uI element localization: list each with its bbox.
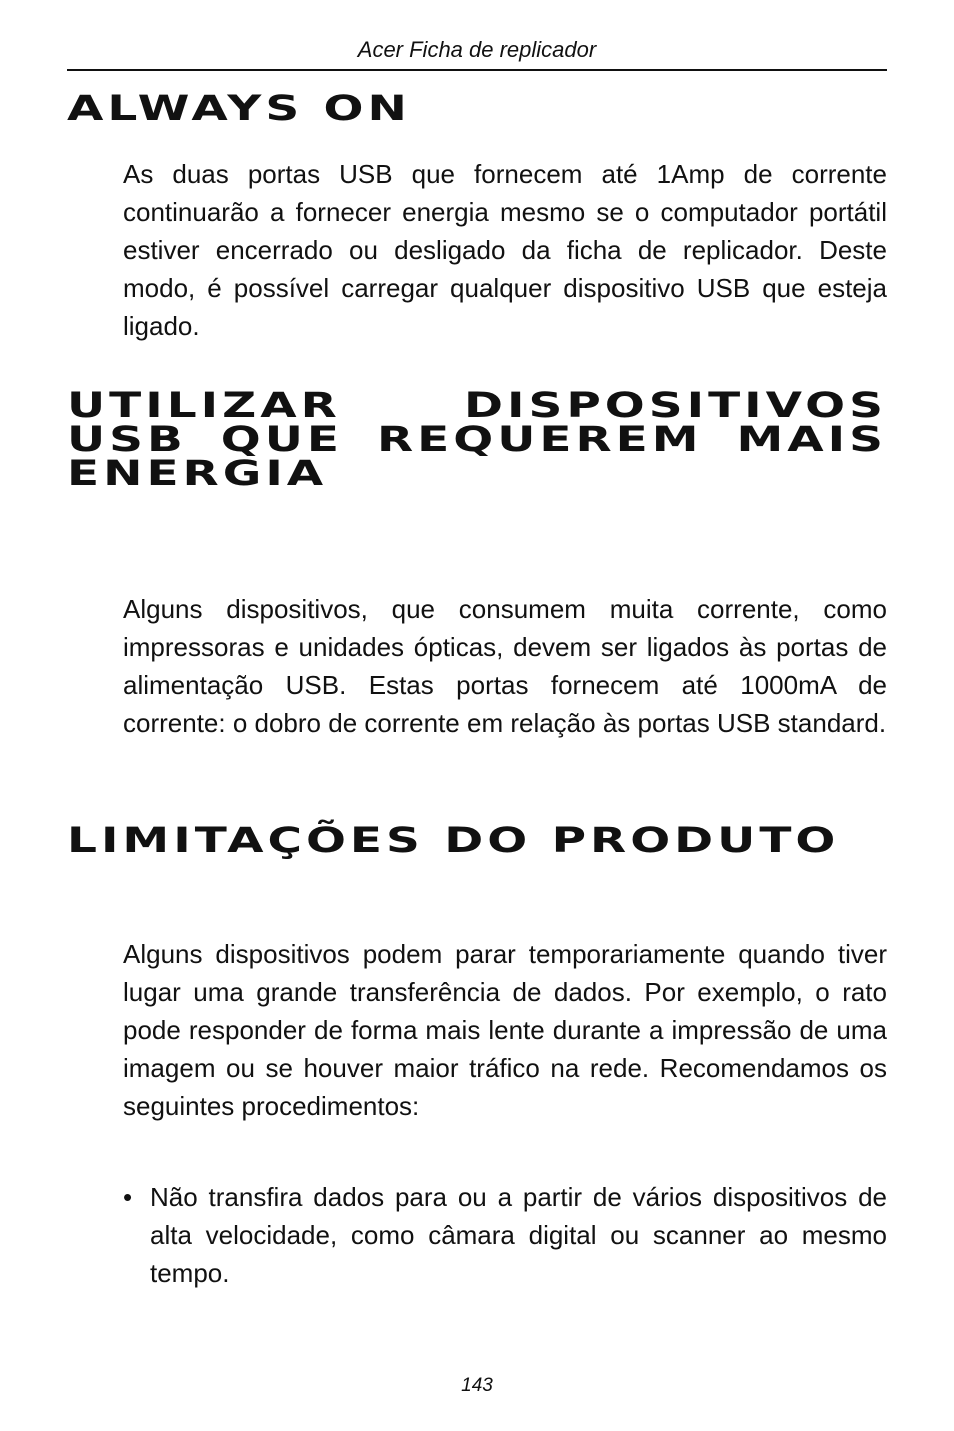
running-header: Acer Ficha de replicador bbox=[357, 37, 597, 62]
section-title-usb-power: UTILIZAR DISPOSITIVOS USB QUE REQUEREM MAIS ENERGIA bbox=[67, 385, 887, 495]
page-number: 143 bbox=[461, 1375, 493, 1396]
list-item-text: Não transfira dados para ou a partir de vários dispositivos de alta velocidade, como câmara digital ou scanner ao mesmo tempo. bbox=[150, 1182, 887, 1288]
bullet-icon: • bbox=[123, 1182, 133, 1212]
section-title-limitations: LIMITAÇÕES DO PRODUTO bbox=[67, 820, 840, 861]
header-divider bbox=[67, 69, 887, 71]
paragraph-always-on: As duas portas USB que fornecem até 1Amp de corrente continuarão a fornecer energia mesmo se o computador portátil estiver encerrado ou desligado da ficha de replicador. Deste modo, é possível carregar qualquer dispositivo USB que esteja ligado. bbox=[123, 159, 887, 341]
list-item bbox=[123, 1178, 887, 1292]
section-title-always-on: ALWAYS ON bbox=[67, 88, 411, 129]
paragraph-limitations: Alguns dispositivos podem parar temporariamente quando tiver lugar uma grande transferência de dados. Por exemplo, o rato pode responder de forma mais lente durante a impressão de uma imagem ou se houver maior tráfico na rede. Recomendamos os seguintes procedimentos: bbox=[123, 939, 887, 1121]
recommendation-list bbox=[123, 1178, 887, 1292]
paragraph-usb-power: Alguns dispositivos, que consumem muita corrente, como impressoras e unidades ópticas, devem ser ligados às portas de alimentação USB. Estas portas fornecem até 1000mA de corrente: o dobro de corrente em relação às portas USB standard. bbox=[123, 594, 887, 738]
